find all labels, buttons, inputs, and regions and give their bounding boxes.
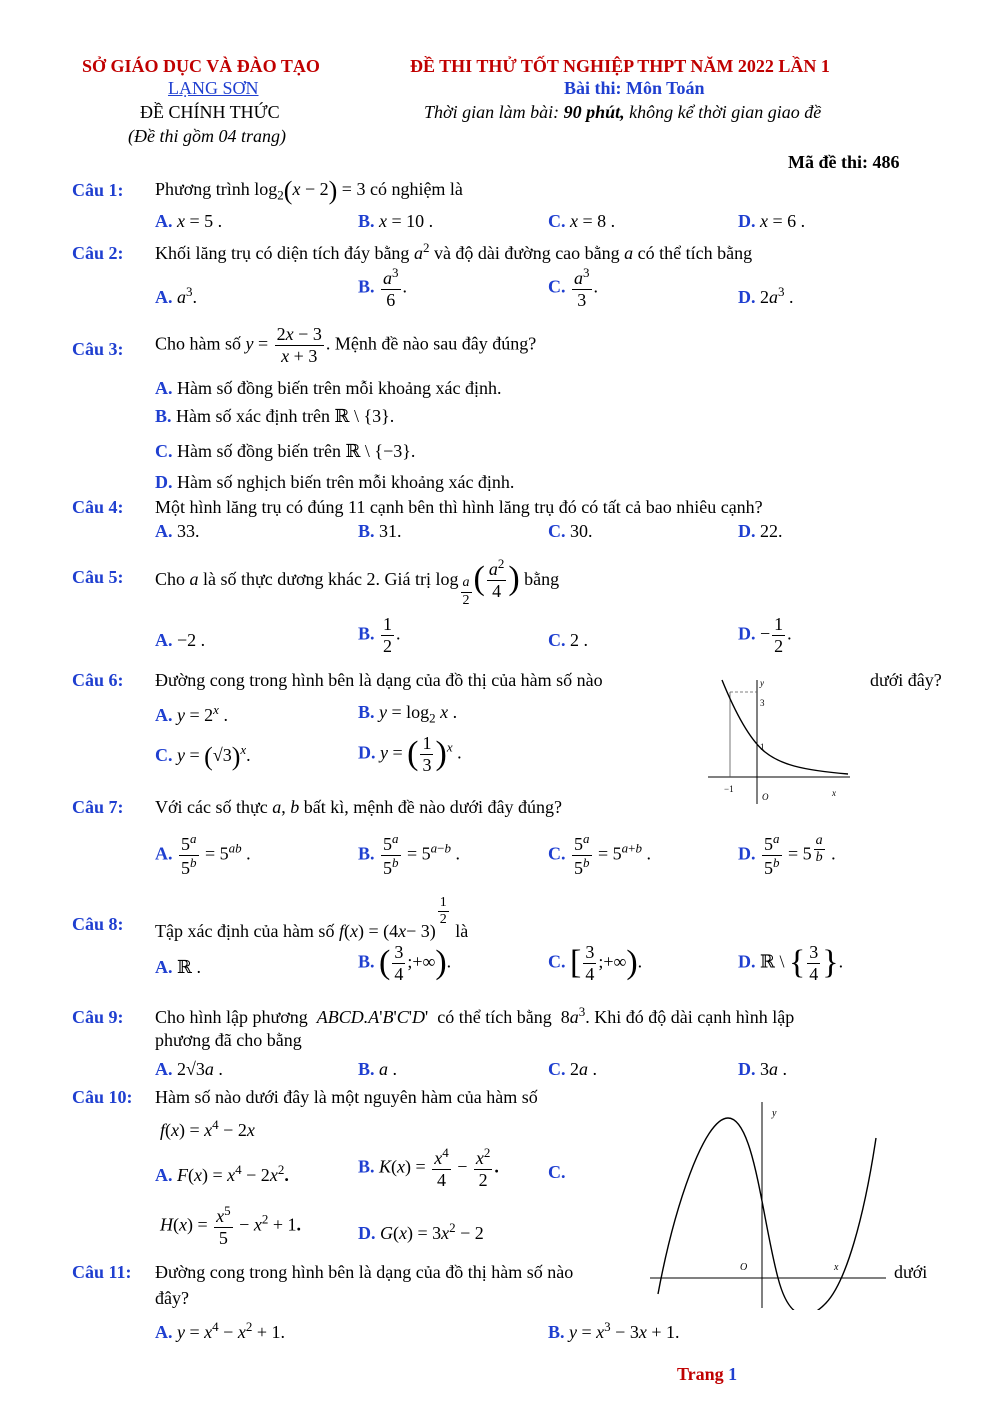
- q9-option-a[interactable]: A. 2√3a .: [155, 1059, 223, 1079]
- q3-label: Câu 3:: [72, 339, 124, 359]
- q1-label: Câu 1:: [72, 180, 124, 200]
- q7-option-d[interactable]: D. $\frac{5^a}{5^b}$ = 5 $^{\frac{a}{b}}$ .: [738, 831, 836, 878]
- q7-option-b[interactable]: B. $\frac{5^a}{5^b}$ = $5^{a-b}$ .: [358, 831, 461, 878]
- x-label: x: [832, 788, 836, 798]
- q10-option-a[interactable]: A. $F(x) = x^4 - 2x^2$.: [155, 1162, 289, 1185]
- y-label: y: [772, 1108, 777, 1119]
- dept-name: SỞ GIÁO DỤC VÀ ĐÀO TẠO: [82, 56, 320, 76]
- q9-option-b[interactable]: B. a .: [358, 1059, 398, 1079]
- q3-option-c[interactable]: C. Hàm số đồng biến trên ℝ \ {−3}.: [155, 441, 416, 461]
- origin-label: O: [740, 1262, 748, 1273]
- q11-stem: Đường cong trong hình bên là dạng của đồ thị hàm số nào: [155, 1262, 574, 1282]
- q6-option-a[interactable]: A. $y = 2^x$ .: [155, 702, 228, 725]
- q6-stem-end: dưới đây?: [870, 670, 942, 690]
- q9-stem-2: phương đã cho bằng: [155, 1030, 302, 1050]
- q5-stem: Cho a là số thực dương khác 2. Giá trị log $\frac{a}{2}$ ( $\frac{a^2}{4}$ ) bằng: [155, 555, 560, 608]
- q6-option-d[interactable]: D. y = ( $\frac{1}{3}$ )$^x$ .: [358, 733, 462, 775]
- q7-stem: Với các số thực a, b bất kì, mệnh đề nào dưới đây đúng?: [155, 797, 562, 817]
- q10-function: $f(x) = x^4 - 2x$: [160, 1117, 255, 1140]
- q9-option-c[interactable]: C. 2a .: [548, 1059, 597, 1079]
- q6-label: Câu 6:: [72, 670, 124, 690]
- q11-label: Câu 11:: [72, 1262, 132, 1282]
- q8-option-d[interactable]: D. ℝ \ { $\frac{3}{4}$ }.: [738, 942, 844, 984]
- q5-option-b[interactable]: B. $\frac{1}{2}$ .: [358, 614, 401, 656]
- origin-label: O: [762, 792, 769, 802]
- q10-stem: Hàm số nào dưới đây là một nguyên hàm của hàm số: [155, 1087, 538, 1107]
- q2-option-b[interactable]: B. $\frac{a^3}{6}$ .: [358, 265, 408, 310]
- subject-line: Bài thi: Môn Toán: [564, 78, 705, 98]
- q1-stem: Phương trình $\log_2(x - 2) = 3$ có nghiệm là: [155, 176, 463, 205]
- q2-option-d[interactable]: D. $2a^3$ .: [738, 284, 794, 307]
- curve: [658, 1118, 876, 1310]
- q8-stem: Tập xác định của hàm số f ( x ) = (4 x − 3) $\frac{1}{2}$ là: [155, 894, 469, 941]
- q1-option-a[interactable]: A. x = 5 .: [155, 211, 223, 231]
- q1-option-d[interactable]: D. x = 6 .: [738, 211, 806, 231]
- q11-graph: [650, 1098, 890, 1310]
- q11-option-a[interactable]: A. $y = x^4 - x^2 + 1$.: [155, 1319, 285, 1342]
- q10-option-c[interactable]: H(x) = $\frac{x^5}{5}$ − $x^2 + 1$.: [160, 1203, 301, 1248]
- q2-stem: Khối lăng trụ có diện tích đáy bằng $a^2$ và độ dài đường cao bằng a có thể tích bằng: [155, 240, 753, 263]
- q10-label: Câu 10:: [72, 1087, 133, 1107]
- q8-option-b[interactable]: B. ( $\frac{3}{4}$ ;+∞).: [358, 942, 452, 984]
- province-name: LẠNG SƠN: [168, 78, 259, 98]
- tick-1: 1: [760, 742, 765, 752]
- time-line: Thời gian làm bài: 90 phút, không kể thời gian giao đề: [424, 102, 822, 122]
- q10-option-d[interactable]: D. $G(x) = 3x^2 - 2$: [358, 1220, 484, 1243]
- y-label: y: [760, 678, 764, 688]
- q2-label: Câu 2:: [72, 243, 124, 263]
- exam-code: Mã đề thi: 486: [788, 152, 900, 172]
- q9-label: Câu 9:: [72, 1007, 124, 1027]
- q6-graph: [700, 672, 860, 810]
- q4-option-c[interactable]: C. 30.: [548, 521, 593, 541]
- curve: [722, 680, 848, 774]
- exam-title: ĐỀ THI THỬ TỐT NGHIỆP THPT NĂM 2022 LẦN 1: [410, 56, 830, 76]
- page-footer: Trang 1: [677, 1364, 738, 1384]
- q10-option-c-label[interactable]: C.: [548, 1162, 566, 1182]
- page-count-note: (Đề thi gồm 04 trang): [128, 126, 286, 146]
- q6-option-c[interactable]: C. $y = (√3)^x$.: [155, 742, 251, 771]
- q3-option-d[interactable]: D. Hàm số nghịch biến trên mỗi khoảng xác định.: [155, 472, 515, 492]
- q11-stem-end: dưới: [894, 1262, 928, 1282]
- q4-option-b[interactable]: B. 31.: [358, 521, 402, 541]
- q11-stem-2: đây?: [155, 1288, 189, 1308]
- q6-option-b[interactable]: B. $y = \log_2 x$ .: [358, 702, 458, 726]
- q1-option-c[interactable]: C. x = 8 .: [548, 211, 616, 231]
- q8-option-c[interactable]: C. [ $\frac{3}{4}$ ;+∞).: [548, 942, 643, 984]
- q4-option-d[interactable]: D. 22.: [738, 521, 783, 541]
- q7-option-c[interactable]: C. $\frac{5^a}{5^b}$ = $5^{a+b}$ .: [548, 831, 651, 878]
- q4-stem: Một hình lăng trụ có đúng 11 cạnh bên thì hình lăng trụ đó có tất cả bao nhiêu cạnh?: [155, 497, 763, 517]
- q10-option-b[interactable]: B. K(x) = $\frac{x^4}{4}$ − $\frac{x^2}{2}$ .: [358, 1145, 499, 1190]
- q4-option-a[interactable]: A. 33.: [155, 521, 200, 541]
- q11-option-b[interactable]: B. $y = x^3 - 3x + 1$.: [548, 1319, 680, 1342]
- q2-option-c[interactable]: C. $\frac{a^3}{3}$ .: [548, 265, 598, 310]
- q5-option-c[interactable]: C. 2 .: [548, 630, 588, 650]
- q3-option-a[interactable]: A. Hàm số đồng biến trên mỗi khoảng xác định.: [155, 378, 502, 398]
- q5-option-d[interactable]: D. − $\frac{1}{2}$ .: [738, 614, 792, 656]
- q9-stem: Cho hình lập phương ABCD.A'B'C'D' có thể tích bằng $8a^3$. Khi đó độ dài cạnh hình lập: [155, 1004, 795, 1027]
- q5-label: Câu 5:: [72, 567, 124, 587]
- q8-label: Câu 8:: [72, 914, 124, 934]
- q3-stem: Cho hàm số y = $\frac{2x - 3}{x + 3}$ . Mệnh đề nào sau đây đúng?: [155, 324, 537, 366]
- q8-option-a[interactable]: A. ℝ .: [155, 957, 201, 977]
- q9-option-d[interactable]: D. 3a .: [738, 1059, 787, 1079]
- q7-label: Câu 7:: [72, 797, 124, 817]
- q6-stem: Đường cong trong hình bên là dạng của đồ thị của hàm số nào: [155, 670, 603, 690]
- x-label: x: [834, 1262, 839, 1273]
- q1-option-b[interactable]: B. x = 10 .: [358, 211, 434, 231]
- q7-option-a[interactable]: A. $\frac{5^a}{5^b}$ = $5^{ab}$ .: [155, 831, 251, 878]
- q2-option-a[interactable]: A. $a^3$.: [155, 284, 197, 307]
- q5-option-a[interactable]: A. −2 .: [155, 630, 206, 650]
- q3-option-b[interactable]: B. Hàm số xác định trên ℝ \ {3}.: [155, 406, 395, 426]
- tick-minus-1: −1: [724, 784, 734, 794]
- q4-label: Câu 4:: [72, 497, 124, 517]
- tick-3: 3: [760, 698, 765, 708]
- official-label: ĐỀ CHÍNH THỨC: [140, 102, 280, 122]
